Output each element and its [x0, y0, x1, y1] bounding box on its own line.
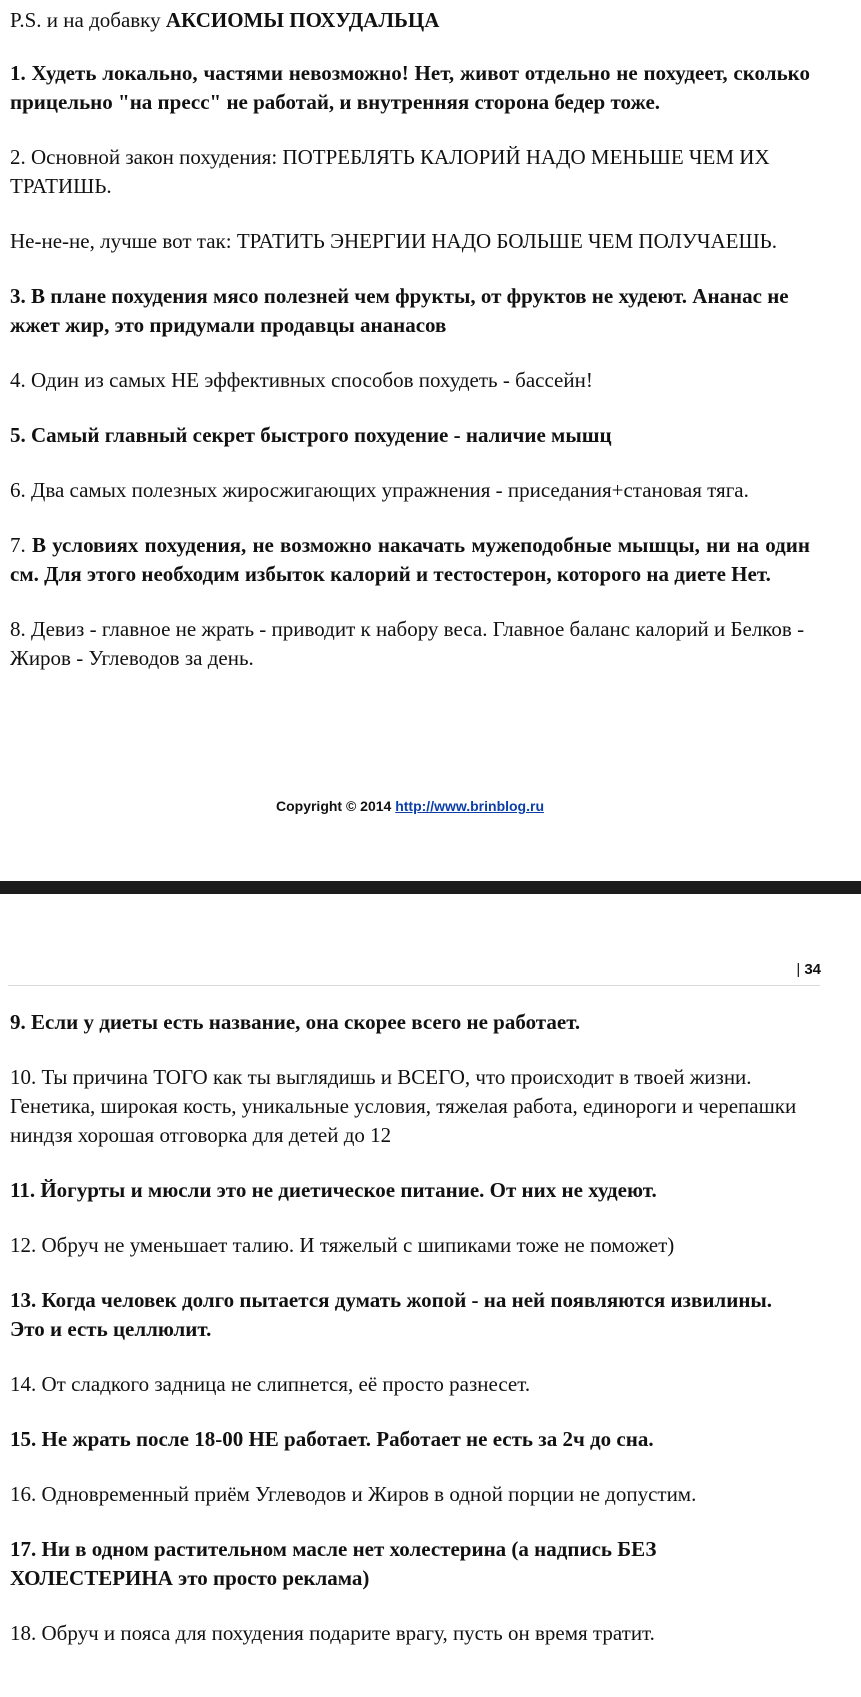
axiom-1: 1. Худеть локально, частями невозможно! Нет, живот отдельно не похудеет, сколько прицельно "на пресс" не работай, и внутренняя сторона бедер тоже. — [10, 61, 810, 114]
axiom-12: 12. Обруч не уменьшает талию. И тяжелый с шипиками тоже не поможет) — [10, 1233, 675, 1257]
axiom-7-number: 7. — [10, 533, 32, 557]
axiom-3: 3. В плане похудения мясо полезней чем фрукты, от фруктов не худеют. Ананас не жжет жир, это придумали продавцы ананасов — [10, 284, 789, 337]
axiom-11: 11. Йогурты и мюсли это не диетическое питание. От них не худеют. — [10, 1178, 657, 1202]
axiom-7-text: В условиях похудения, не возможно накачать мужеподобные мышцы, ни на один см. Для этого необходим избыток калорий и тестостерон, которого на диете Нет. — [10, 533, 810, 586]
axiom-5: 5. Самый главный секрет быстрого похудение - наличие мышц — [10, 423, 612, 447]
page-separator — [0, 881, 861, 894]
axiom-2: 2. Основной закон похудения: ПОТРЕБЛЯТЬ КАЛОРИЙ НАДО МЕНЬШЕ ЧЕМ ИХ ТРАТИШЬ. — [10, 145, 770, 198]
axiom-18: 18. Обруч и пояса для похудения подарите врагу, пусть он время тратит. — [10, 1621, 655, 1645]
axiom-7 — [10, 531, 810, 589]
copyright-link[interactable]: http://www.brinblog.ru — [395, 798, 545, 814]
axiom-16: 16. Одновременный приём Углеводов и Жиров в одной порции не допустим. — [10, 1482, 697, 1506]
page-number-value: 34 — [804, 961, 821, 978]
heading-title: АКСИОМЫ ПОХУДАЛЬЦА — [165, 8, 440, 32]
document-page-top — [0, 6, 820, 699]
axiom-4: 4. Один из самых НЕ эффективных способов похудеть - бассейн! — [10, 368, 593, 392]
copyright-line — [0, 796, 820, 816]
axiom-9: 9. Если у диеты есть название, она скорее всего не работает. — [10, 1010, 581, 1034]
axiom-13: 13. Когда человек долго пытается думать жопой - на ней появляются извилины. Это и есть целлюлит. — [10, 1288, 773, 1341]
axiom-8: 8. Девиз - главное не жрать - приводит к набору веса. Главное баланс калорий и Белков - Жиров - Углеводов за день. — [10, 617, 805, 670]
axiom-2-rephrase: Не-не-не, лучше вот так: ТРАТИТЬ ЭНЕРГИИ НАДО БОЛЬШЕ ЧЕМ ПОЛУЧАЕШЬ. — [10, 229, 777, 253]
page-number-bar: | — [796, 961, 801, 978]
header-rule — [8, 985, 820, 986]
axiom-15: 15. Не жрать после 18-00 НЕ работает. Работает не есть за 2ч до сна. — [10, 1427, 654, 1451]
axiom-6: 6. Два самых полезных жиросжигающих упражнения - приседания+становая тяга. — [10, 478, 749, 502]
axiom-14: 14. От сладкого задница не слипнется, её просто разнесет. — [10, 1372, 531, 1396]
heading-prefix: P.S. и на добавку — [10, 8, 166, 32]
copyright-label: Copyright © 2014 — [275, 798, 396, 814]
page-number — [796, 960, 821, 980]
axiom-10: 10. Ты причина ТОГО как ты выглядишь и ВСЕГО, что происходит в твоей жизни. Генетика, широкая кость, уникальные условия, тяжелая работа, единороги и черепашки ниндзя хорошая отговорка для детей до 12 — [10, 1065, 797, 1147]
axiom-17: 17. Ни в одном растительном масле нет холестерина (а надпись БЕЗ ХОЛЕСТЕРИНА это просто реклама) — [10, 1537, 657, 1590]
document-heading — [10, 6, 810, 35]
document-page-bottom — [0, 1008, 820, 1674]
